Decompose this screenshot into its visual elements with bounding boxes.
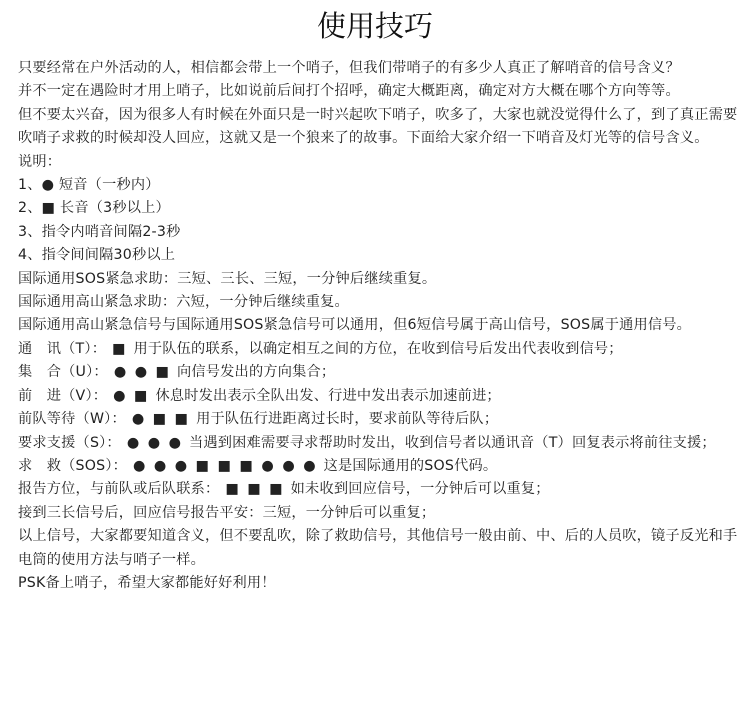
command-row-assemble <box>18 361 740 384</box>
article-body <box>18 57 740 595</box>
intro-paragraph: 只要经常在户外活动的人，相信都会带上一个哨子，但我们带哨子的有多少人真正了解哨音的信号含义？ <box>18 60 680 76</box>
command-row-front-wait <box>18 408 740 431</box>
intro-paragraph: 并不一定在遇险时才用上哨子，比如说前后间打个招呼，确定大概距离，确定对方大概在哪个方向等等。 <box>18 83 680 100</box>
command-signals: ● ● ■ <box>113 364 171 381</box>
command-label: 要求支援（S）： <box>18 434 121 451</box>
note-alpine: 国际通用高山紧急求助：六短，一分钟后继续重复。 <box>18 294 349 311</box>
note-compatibility: 国际通用高山紧急信号与国际通用SOS紧急信号可以通用，但6短信号属于高山信号，SOS属于通用信号。 <box>18 317 692 334</box>
command-label: 集 合（U）： <box>18 364 108 381</box>
command-description: 用于队伍行进距离过长时，要求前队等待后队； <box>196 411 499 428</box>
legend-item-short-tone: 1、● 短音（一秒内） <box>18 177 160 194</box>
intro-paragraph: 但不要太兴奋，因为很多人有时候在外面只是一时兴起吹下哨子，吹多了，大家也就没觉得什么了，到了真正需要吹哨子求救的时候却没人回应，这就又是一个狼来了的故事。下面给大家介绍一下哨音及灯光等的信号含义。 <box>18 106 738 147</box>
command-description: 用于队伍的联系，以确定相互之间的方位，在收到信号后发出代表收到信号； <box>133 340 623 357</box>
command-label: 求 救（SOS）： <box>18 457 128 474</box>
command-row-contact <box>18 338 740 361</box>
command-label: 通 讯（T）： <box>18 340 107 357</box>
command-signals: ■ <box>112 340 128 357</box>
outro-paragraph: PSK备上哨子，希望大家都能好好利用！ <box>18 574 276 591</box>
command-signals: ● ■ ■ <box>131 411 191 428</box>
command-label: 前队等待（W）： <box>18 411 126 428</box>
command-row-advance <box>18 385 740 408</box>
command-description: 向信号发出的方向集合； <box>177 364 336 381</box>
legend-item-long-tone: 2、■ 长音（3秒以上） <box>18 200 170 217</box>
command-row-support <box>18 432 740 455</box>
command-description: 这是国际通用的SOS代码。 <box>323 457 498 474</box>
outro-paragraph: 以上信号，大家都要知道含义，但不要乱吹，除了救助信号，其他信号一般由前、中、后的人员吹，镜子反光和手电筒的使用方法与哨子一样。 <box>18 528 738 568</box>
outro-paragraph: 接到三长信号后，回应信号报告平安：三短，一分钟后可以重复； <box>18 504 436 521</box>
command-row-sos <box>18 455 740 478</box>
legend-title: 说明： <box>18 153 62 170</box>
command-signals: ● ■ <box>113 387 150 404</box>
command-description: 当遇到困难需要寻求帮助时发出，收到信号者以通讯音（T）回复表示将前往支援； <box>189 434 716 451</box>
command-description: 休息时发出表示全队出发、行进中发出表示加速前进； <box>155 387 501 404</box>
legend-item-command-interval: 4、指令间间隔30秒以上 <box>18 247 176 264</box>
command-description: 如未收到回应信号，一分钟后可以重复； <box>290 481 550 498</box>
command-row-position <box>18 478 740 501</box>
note-sos: 国际通用SOS紧急求助：三短、三长、三短，一分钟后继续重复。 <box>18 270 437 287</box>
page-title: 使用技巧 <box>316 9 433 43</box>
command-label: 报告方位，与前队或后队联系： <box>18 481 220 498</box>
command-signals: ● ● ● <box>126 434 183 451</box>
command-label: 前 进（V）： <box>18 387 108 404</box>
command-signals: ● ● ● ■ ■ ■ ● ● ● <box>133 457 318 474</box>
legend-item-tone-interval: 3、指令内哨音间隔2-3秒 <box>18 223 181 240</box>
command-signals: ■ ■ ■ <box>225 481 285 498</box>
